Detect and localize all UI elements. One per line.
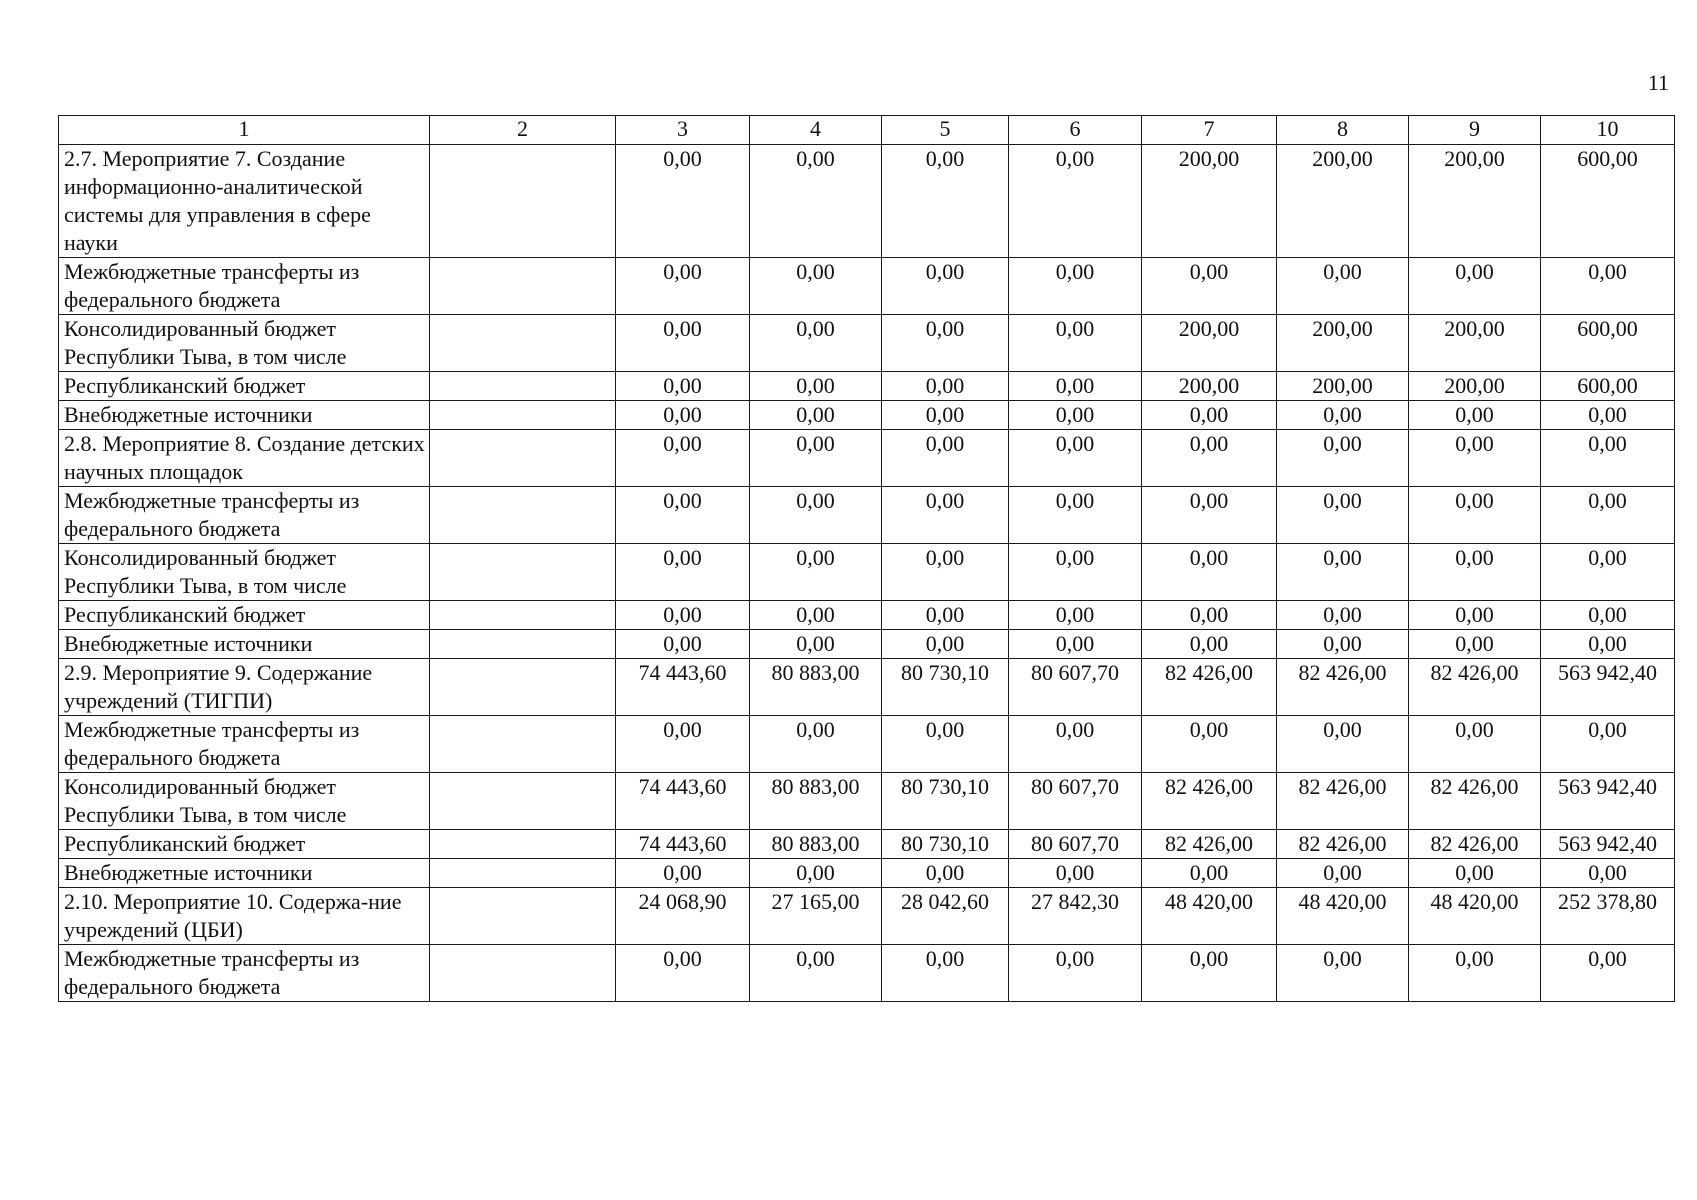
value-cell: 252 378,80 xyxy=(1541,888,1675,945)
empty-cell xyxy=(430,945,616,1002)
value-cell: 0,00 xyxy=(1277,258,1409,315)
value-cell: 74 443,60 xyxy=(616,830,750,859)
value-cell: 0,00 xyxy=(1009,630,1142,659)
value-cell: 74 443,60 xyxy=(616,659,750,716)
value-cell: 0,00 xyxy=(616,716,750,773)
value-cell: 0,00 xyxy=(750,401,882,430)
value-cell: 0,00 xyxy=(1277,544,1409,601)
empty-cell xyxy=(430,544,616,601)
row-label: Межбюджетные трансферты из федерального бюджета xyxy=(59,258,430,315)
value-cell: 0,00 xyxy=(1409,630,1541,659)
empty-cell xyxy=(430,659,616,716)
value-cell: 80 730,10 xyxy=(882,830,1009,859)
value-cell: 0,00 xyxy=(1009,859,1142,888)
value-cell: 0,00 xyxy=(882,487,1009,544)
value-cell: 0,00 xyxy=(1142,401,1277,430)
value-cell: 82 426,00 xyxy=(1142,830,1277,859)
value-cell: 0,00 xyxy=(1409,859,1541,888)
value-cell: 200,00 xyxy=(1409,372,1541,401)
value-cell: 80 730,10 xyxy=(882,659,1009,716)
value-cell: 48 420,00 xyxy=(1277,888,1409,945)
column-header: 3 xyxy=(616,116,750,145)
value-cell: 80 730,10 xyxy=(882,773,1009,830)
page-number: 11 xyxy=(1647,70,1669,95)
value-cell: 80 883,00 xyxy=(750,659,882,716)
value-cell: 28 042,60 xyxy=(882,888,1009,945)
empty-cell xyxy=(430,145,616,258)
column-header: 5 xyxy=(882,116,1009,145)
row-label: 2.7. Мероприятие 7. Создание информационно-аналитической системы для управления в сфере науки xyxy=(59,145,430,258)
value-cell: 600,00 xyxy=(1541,145,1675,258)
value-cell: 0,00 xyxy=(616,145,750,258)
value-cell: 200,00 xyxy=(1409,315,1541,372)
value-cell: 0,00 xyxy=(750,859,882,888)
table-row xyxy=(59,601,1675,630)
value-cell: 0,00 xyxy=(1142,544,1277,601)
value-cell: 0,00 xyxy=(616,601,750,630)
value-cell: 0,00 xyxy=(1009,258,1142,315)
table-row xyxy=(59,859,1675,888)
value-cell: 0,00 xyxy=(1409,401,1541,430)
value-cell: 82 426,00 xyxy=(1142,659,1277,716)
value-cell: 0,00 xyxy=(1142,859,1277,888)
table-row xyxy=(59,544,1675,601)
empty-cell xyxy=(430,630,616,659)
value-cell: 0,00 xyxy=(1541,487,1675,544)
value-cell: 0,00 xyxy=(882,401,1009,430)
value-cell: 82 426,00 xyxy=(1277,659,1409,716)
value-cell: 80 607,70 xyxy=(1009,830,1142,859)
table-row xyxy=(59,315,1675,372)
empty-cell xyxy=(430,601,616,630)
value-cell: 0,00 xyxy=(616,430,750,487)
value-cell: 0,00 xyxy=(1277,430,1409,487)
value-cell: 200,00 xyxy=(1277,315,1409,372)
table-row xyxy=(59,372,1675,401)
value-cell: 563 942,40 xyxy=(1541,830,1675,859)
value-cell: 0,00 xyxy=(882,315,1009,372)
table-row xyxy=(59,773,1675,830)
value-cell: 0,00 xyxy=(750,945,882,1002)
column-header: 8 xyxy=(1277,116,1409,145)
value-cell: 74 443,60 xyxy=(616,773,750,830)
value-cell: 80 607,70 xyxy=(1009,659,1142,716)
value-cell: 600,00 xyxy=(1541,372,1675,401)
row-label: 2.10. Мероприятие 10. Содержа-ние учреждений (ЦБИ) xyxy=(59,888,430,945)
row-label: Республиканский бюджет xyxy=(59,830,430,859)
row-label: 2.8. Мероприятие 8. Создание детских научных площадок xyxy=(59,430,430,487)
value-cell: 0,00 xyxy=(1277,945,1409,1002)
value-cell: 0,00 xyxy=(1541,630,1675,659)
value-cell: 0,00 xyxy=(1142,487,1277,544)
row-label: Внебюджетные источники xyxy=(59,859,430,888)
value-cell: 0,00 xyxy=(882,716,1009,773)
value-cell: 0,00 xyxy=(1409,258,1541,315)
value-cell: 0,00 xyxy=(882,372,1009,401)
value-cell: 0,00 xyxy=(750,258,882,315)
column-header: 10 xyxy=(1541,116,1675,145)
value-cell: 0,00 xyxy=(882,630,1009,659)
value-cell: 0,00 xyxy=(1009,315,1142,372)
value-cell: 0,00 xyxy=(616,859,750,888)
value-cell: 563 942,40 xyxy=(1541,659,1675,716)
value-cell: 0,00 xyxy=(616,487,750,544)
empty-cell xyxy=(430,859,616,888)
value-cell: 0,00 xyxy=(1409,601,1541,630)
value-cell: 0,00 xyxy=(1009,601,1142,630)
value-cell: 0,00 xyxy=(750,372,882,401)
row-label: Межбюджетные трансферты из федерального бюджета xyxy=(59,487,430,544)
value-cell: 0,00 xyxy=(1277,401,1409,430)
value-cell: 0,00 xyxy=(1009,401,1142,430)
value-cell: 0,00 xyxy=(882,544,1009,601)
value-cell: 0,00 xyxy=(1009,945,1142,1002)
value-cell: 200,00 xyxy=(1142,372,1277,401)
row-label: Консолидированный бюджет Республики Тыва, в том числе xyxy=(59,773,430,830)
value-cell: 200,00 xyxy=(1277,372,1409,401)
value-cell: 0,00 xyxy=(1009,372,1142,401)
value-cell: 0,00 xyxy=(1409,487,1541,544)
value-cell: 200,00 xyxy=(1142,145,1277,258)
table-row xyxy=(59,258,1675,315)
value-cell: 0,00 xyxy=(1277,859,1409,888)
value-cell: 82 426,00 xyxy=(1409,773,1541,830)
value-cell: 0,00 xyxy=(1277,601,1409,630)
value-cell: 563 942,40 xyxy=(1541,773,1675,830)
value-cell: 48 420,00 xyxy=(1409,888,1541,945)
table-row xyxy=(59,630,1675,659)
value-cell: 0,00 xyxy=(1541,401,1675,430)
column-header: 7 xyxy=(1142,116,1277,145)
value-cell: 0,00 xyxy=(882,601,1009,630)
table-row xyxy=(59,401,1675,430)
table-row xyxy=(59,830,1675,859)
value-cell: 0,00 xyxy=(1142,630,1277,659)
empty-cell xyxy=(430,888,616,945)
value-cell: 0,00 xyxy=(1142,945,1277,1002)
budget-table xyxy=(58,115,1675,1002)
empty-cell xyxy=(430,315,616,372)
value-cell: 0,00 xyxy=(1142,258,1277,315)
value-cell: 0,00 xyxy=(882,145,1009,258)
value-cell: 0,00 xyxy=(616,401,750,430)
value-cell: 0,00 xyxy=(1142,716,1277,773)
empty-cell xyxy=(430,487,616,544)
value-cell: 0,00 xyxy=(1009,487,1142,544)
value-cell: 27 165,00 xyxy=(750,888,882,945)
table-row xyxy=(59,716,1675,773)
value-cell: 0,00 xyxy=(616,258,750,315)
value-cell: 0,00 xyxy=(750,630,882,659)
value-cell: 200,00 xyxy=(1142,315,1277,372)
row-label: Консолидированный бюджет Республики Тыва, в том числе xyxy=(59,544,430,601)
value-cell: 0,00 xyxy=(616,630,750,659)
value-cell: 0,00 xyxy=(1541,859,1675,888)
value-cell: 0,00 xyxy=(1009,544,1142,601)
value-cell: 80 883,00 xyxy=(750,773,882,830)
value-cell: 0,00 xyxy=(750,430,882,487)
empty-cell xyxy=(430,716,616,773)
column-header: 4 xyxy=(750,116,882,145)
value-cell: 0,00 xyxy=(1541,601,1675,630)
value-cell: 0,00 xyxy=(1142,430,1277,487)
table-row xyxy=(59,145,1675,258)
value-cell: 24 068,90 xyxy=(616,888,750,945)
empty-cell xyxy=(430,258,616,315)
empty-cell xyxy=(430,830,616,859)
value-cell: 0,00 xyxy=(1541,544,1675,601)
value-cell: 0,00 xyxy=(1541,945,1675,1002)
row-label: 2.9. Мероприятие 9. Содержание учреждений (ТИГПИ) xyxy=(59,659,430,716)
column-header: 6 xyxy=(1009,116,1142,145)
value-cell: 0,00 xyxy=(1277,487,1409,544)
row-label: Республиканский бюджет xyxy=(59,372,430,401)
value-cell: 0,00 xyxy=(616,544,750,601)
value-cell: 0,00 xyxy=(882,430,1009,487)
value-cell: 0,00 xyxy=(1541,430,1675,487)
value-cell: 80 607,70 xyxy=(1009,773,1142,830)
empty-cell xyxy=(430,401,616,430)
row-label: Межбюджетные трансферты из федерального бюджета xyxy=(59,716,430,773)
value-cell: 0,00 xyxy=(616,945,750,1002)
value-cell: 0,00 xyxy=(1009,716,1142,773)
empty-cell xyxy=(430,773,616,830)
value-cell: 0,00 xyxy=(616,372,750,401)
value-cell: 0,00 xyxy=(616,315,750,372)
row-label: Республиканский бюджет xyxy=(59,601,430,630)
column-header: 1 xyxy=(59,116,430,145)
value-cell: 82 426,00 xyxy=(1277,773,1409,830)
value-cell: 80 883,00 xyxy=(750,830,882,859)
value-cell: 82 426,00 xyxy=(1409,830,1541,859)
value-cell: 0,00 xyxy=(750,145,882,258)
value-cell: 0,00 xyxy=(882,258,1009,315)
value-cell: 0,00 xyxy=(1409,544,1541,601)
value-cell: 0,00 xyxy=(1409,716,1541,773)
table-row xyxy=(59,487,1675,544)
row-label: Внебюджетные источники xyxy=(59,401,430,430)
value-cell: 0,00 xyxy=(1142,601,1277,630)
row-label: Внебюджетные источники xyxy=(59,630,430,659)
table-row xyxy=(59,945,1675,1002)
table-row xyxy=(59,430,1675,487)
empty-cell xyxy=(430,372,616,401)
value-cell: 0,00 xyxy=(1277,716,1409,773)
row-label: Межбюджетные трансферты из федерального бюджета xyxy=(59,945,430,1002)
value-cell: 0,00 xyxy=(1009,430,1142,487)
value-cell: 82 426,00 xyxy=(1409,659,1541,716)
value-cell: 0,00 xyxy=(1277,630,1409,659)
value-cell: 0,00 xyxy=(750,487,882,544)
empty-cell xyxy=(430,430,616,487)
value-cell: 0,00 xyxy=(750,716,882,773)
value-cell: 0,00 xyxy=(1409,430,1541,487)
value-cell: 0,00 xyxy=(750,544,882,601)
row-label: Консолидированный бюджет Республики Тыва, в том числе xyxy=(59,315,430,372)
value-cell: 0,00 xyxy=(882,859,1009,888)
value-cell: 82 426,00 xyxy=(1142,773,1277,830)
column-header: 9 xyxy=(1409,116,1541,145)
value-cell: 0,00 xyxy=(750,315,882,372)
value-cell: 0,00 xyxy=(1541,716,1675,773)
value-cell: 0,00 xyxy=(1541,258,1675,315)
column-number-row xyxy=(59,116,1675,145)
value-cell: 48 420,00 xyxy=(1142,888,1277,945)
value-cell: 0,00 xyxy=(1009,145,1142,258)
value-cell: 600,00 xyxy=(1541,315,1675,372)
value-cell: 0,00 xyxy=(882,945,1009,1002)
column-header: 2 xyxy=(430,116,616,145)
table-row xyxy=(59,659,1675,716)
value-cell: 0,00 xyxy=(1409,945,1541,1002)
value-cell: 27 842,30 xyxy=(1009,888,1142,945)
table-row xyxy=(59,888,1675,945)
value-cell: 82 426,00 xyxy=(1277,830,1409,859)
value-cell: 200,00 xyxy=(1409,145,1541,258)
value-cell: 0,00 xyxy=(750,601,882,630)
value-cell: 200,00 xyxy=(1277,145,1409,258)
